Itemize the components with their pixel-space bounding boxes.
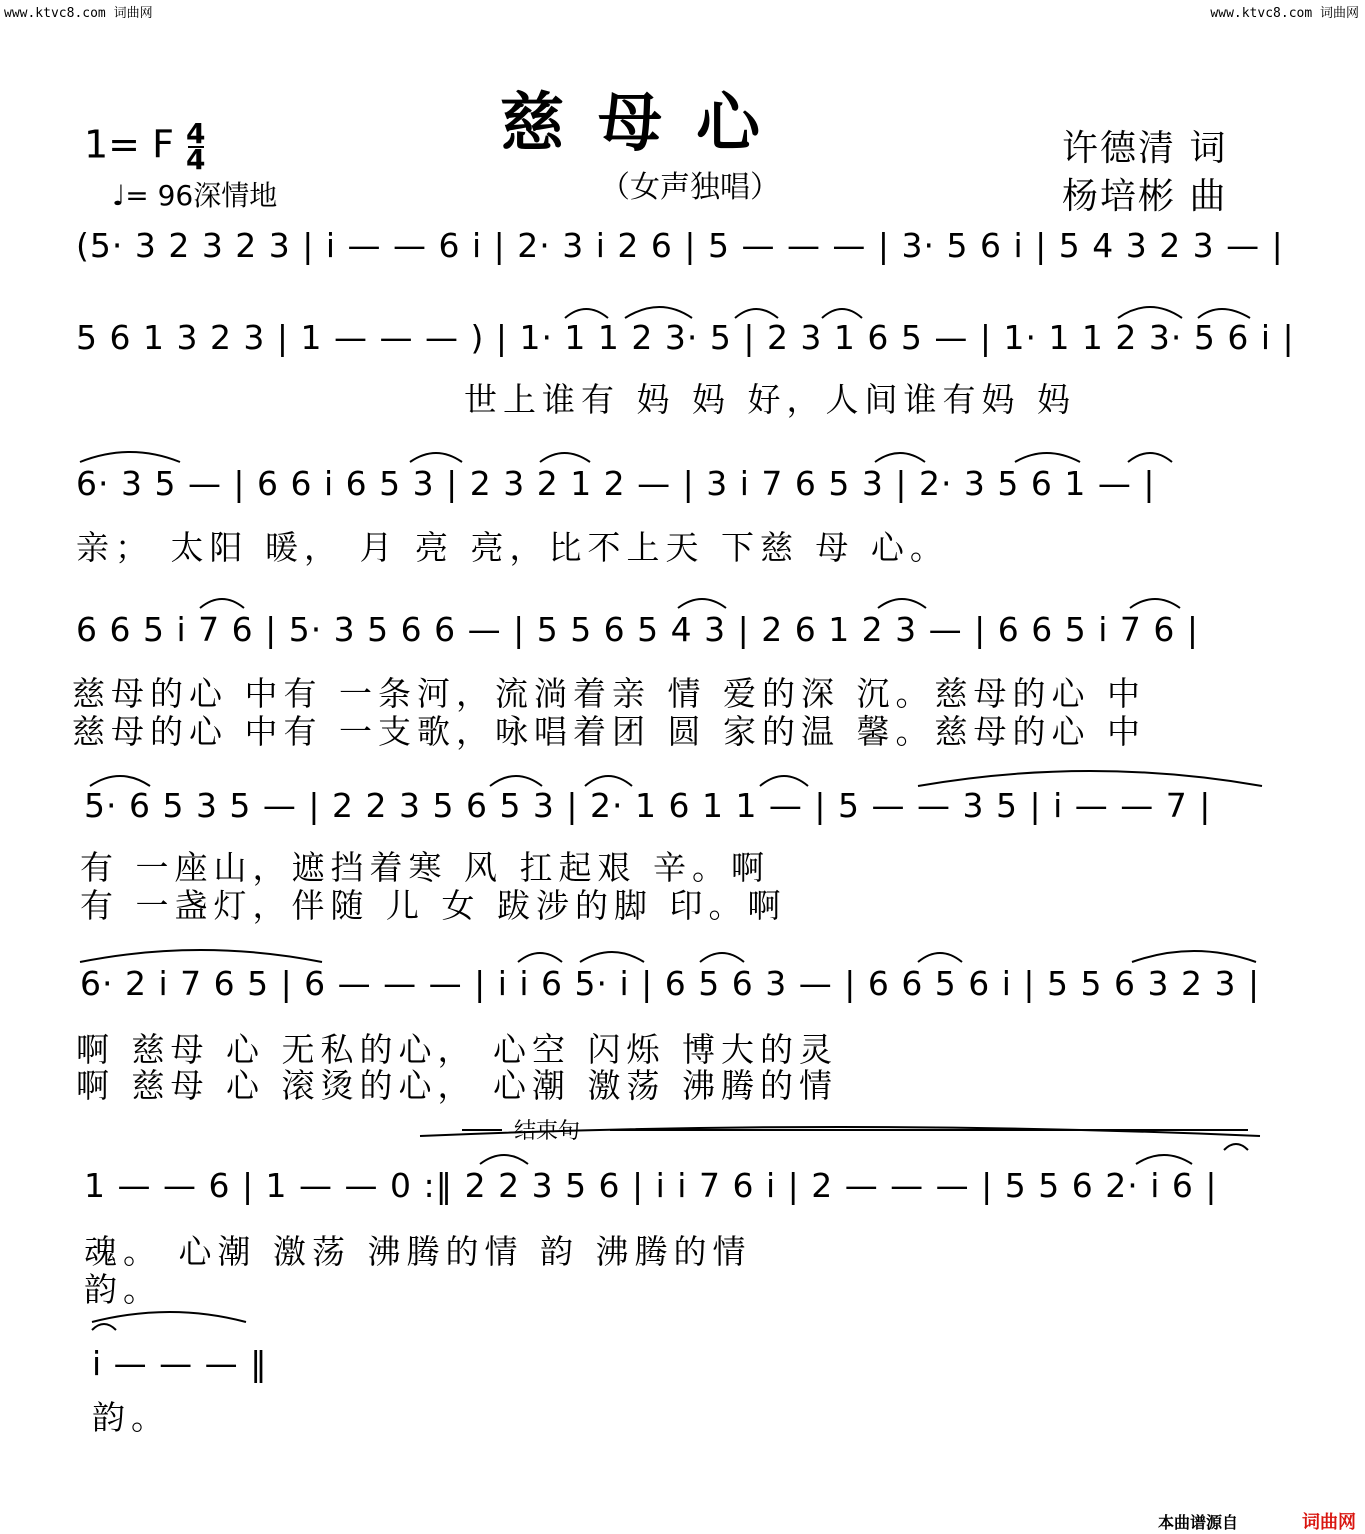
slur-15: [878, 599, 926, 608]
slur-5: [1118, 307, 1182, 318]
system-8-lyrics: 韵。: [92, 1398, 170, 1437]
tempo-marking: ♩= 96深情地: [112, 179, 278, 212]
slur-13: [200, 599, 244, 608]
system-3-notes: 6· 3 5 — | 6 6 i 6 5 3 | 2 3 2 1 2 — | 3 i 7 6 5 3 | 2· 3 5 6 1 — |: [76, 464, 1156, 503]
system-4-lyrics-verse1: 慈母的心 中有 一条河，流淌着亲 情 爱的深 沉。慈母的心 中: [72, 674, 1146, 713]
composer-credit: 杨培彬 曲: [1062, 176, 1228, 217]
system-8-notes: i — — — ‖: [92, 1344, 268, 1383]
slur-26: [918, 953, 962, 962]
slur-17: [90, 776, 150, 786]
system-6-lyrics-verse1: 啊 慈母 心 无私的心， 心空 闪烁 博大的灵: [76, 1030, 838, 1069]
system-7-notes: 1 — — 6 | 1 — — 0 :‖ 2 2 3 5 6 | i i 7 6 i | 2 — — — | 5 5 6 2· i 6 |: [84, 1166, 1218, 1205]
lyricist-credit: 许德清 词: [1062, 128, 1228, 169]
slur-4: [822, 309, 862, 318]
slur-1: [565, 309, 608, 318]
system-1-notes: (5· 3 2 3 2 3 | i — — 6 i | 2· 3 i 2 6 | 5 — — — | 3· 5 6 i | 5 4 3 2 3 — |: [76, 226, 1284, 265]
tie-30: [92, 1312, 246, 1322]
tie-21: [918, 771, 1262, 786]
system-3-lyrics: 亲； 太阳 暖， 月 亮 亮，比不上天 下慈 母 心。: [76, 528, 949, 567]
system-2-lyrics: 世上谁有 妈 妈 好，人间谁有妈 妈: [464, 380, 1076, 419]
system-7-lyrics-verse2: 韵。: [84, 1270, 162, 1309]
system-6-notes: 6· 2 i 7 6 5 | 6 — — — | i i 6 5· i | 6 5 6 3 — | 6 6 5 6 i | 5 5 6 3 2 3 |: [80, 964, 1261, 1003]
slur-8: [410, 453, 462, 462]
system-6-lyrics-verse2: 啊 慈母 心 滚烫的心， 心潮 激荡 沸腾的情: [76, 1066, 838, 1105]
slur-2: [625, 307, 692, 318]
slur-20: [760, 776, 808, 786]
slur-11: [1015, 453, 1080, 462]
slur-12: [1128, 453, 1172, 462]
fermata-2: [92, 1324, 116, 1330]
song-subtitle: （女声独唱）: [600, 170, 780, 205]
slur-24: [580, 952, 644, 962]
slur-14: [678, 599, 726, 608]
tie-22: [80, 950, 322, 962]
system-5-lyrics-verse1: 有 一座山，遮挡着寒 风 扛起艰 辛。啊: [80, 848, 770, 887]
system-5-lyrics-verse2: 有 一盏灯，伴随 儿 女 跋涉的脚 印。啊: [80, 886, 787, 925]
system-5-notes: 5· 6 5 3 5 — | 2 2 3 5 6 5 3 | 2· 1 6 1 1 — | 5 — — 3 5 | i — — 7 |: [84, 786, 1212, 825]
slur-3: [735, 309, 778, 318]
watermark-right: www.ktvc8.com 词曲网: [1210, 6, 1359, 21]
slur-27: [1132, 951, 1256, 962]
footer-brand-logo: 词曲网: [1302, 1512, 1356, 1533]
time-sig-top: 4: [186, 117, 206, 150]
time-sig-bottom: 4: [186, 143, 206, 176]
watermark-left: www.ktvc8.com 词曲网: [4, 6, 153, 21]
slur-25: [700, 953, 744, 962]
slur-19: [585, 776, 632, 786]
slur-18: [490, 776, 542, 786]
system-7-lyrics-verse1: 魂。 心潮 激荡 沸腾的情 韵 沸腾的情: [84, 1232, 752, 1271]
slur-6: [1198, 309, 1250, 318]
key-label: 1= F: [84, 122, 174, 167]
system-4-notes: 6 6 5 i 7 6 | 5· 3 5 6 6 — | 5 5 6 5 4 3 | 2 6 1 2 3 — | 6 6 5 i 7 6 |: [76, 610, 1199, 649]
slur-9: [540, 453, 590, 462]
song-title: 慈母心: [500, 86, 794, 161]
system-2-notes: 5 6 1 3 2 3 | 1 — — — ) | 1· 1 1 2 3· 5 | 2 3 1 6 5 — | 1· 1 1 2 3· 5 6 i |: [76, 318, 1295, 357]
slur-23: [518, 953, 562, 962]
fermata-1: [1224, 1144, 1248, 1150]
system-4-lyrics-verse2: 慈母的心 中有 一支歌，咏唱着团 圆 家的温 馨。慈母的心 中: [72, 712, 1146, 751]
slur-29: [1136, 1155, 1192, 1164]
ending-label: 结束句: [514, 1119, 581, 1144]
footer-source: 本曲谱源自: [1158, 1513, 1239, 1532]
ending-bracket-arc: [420, 1127, 1260, 1136]
slur-28: [480, 1155, 528, 1164]
slur-16: [1130, 599, 1180, 608]
slur-10: [875, 453, 925, 462]
tie-7: [80, 452, 180, 462]
